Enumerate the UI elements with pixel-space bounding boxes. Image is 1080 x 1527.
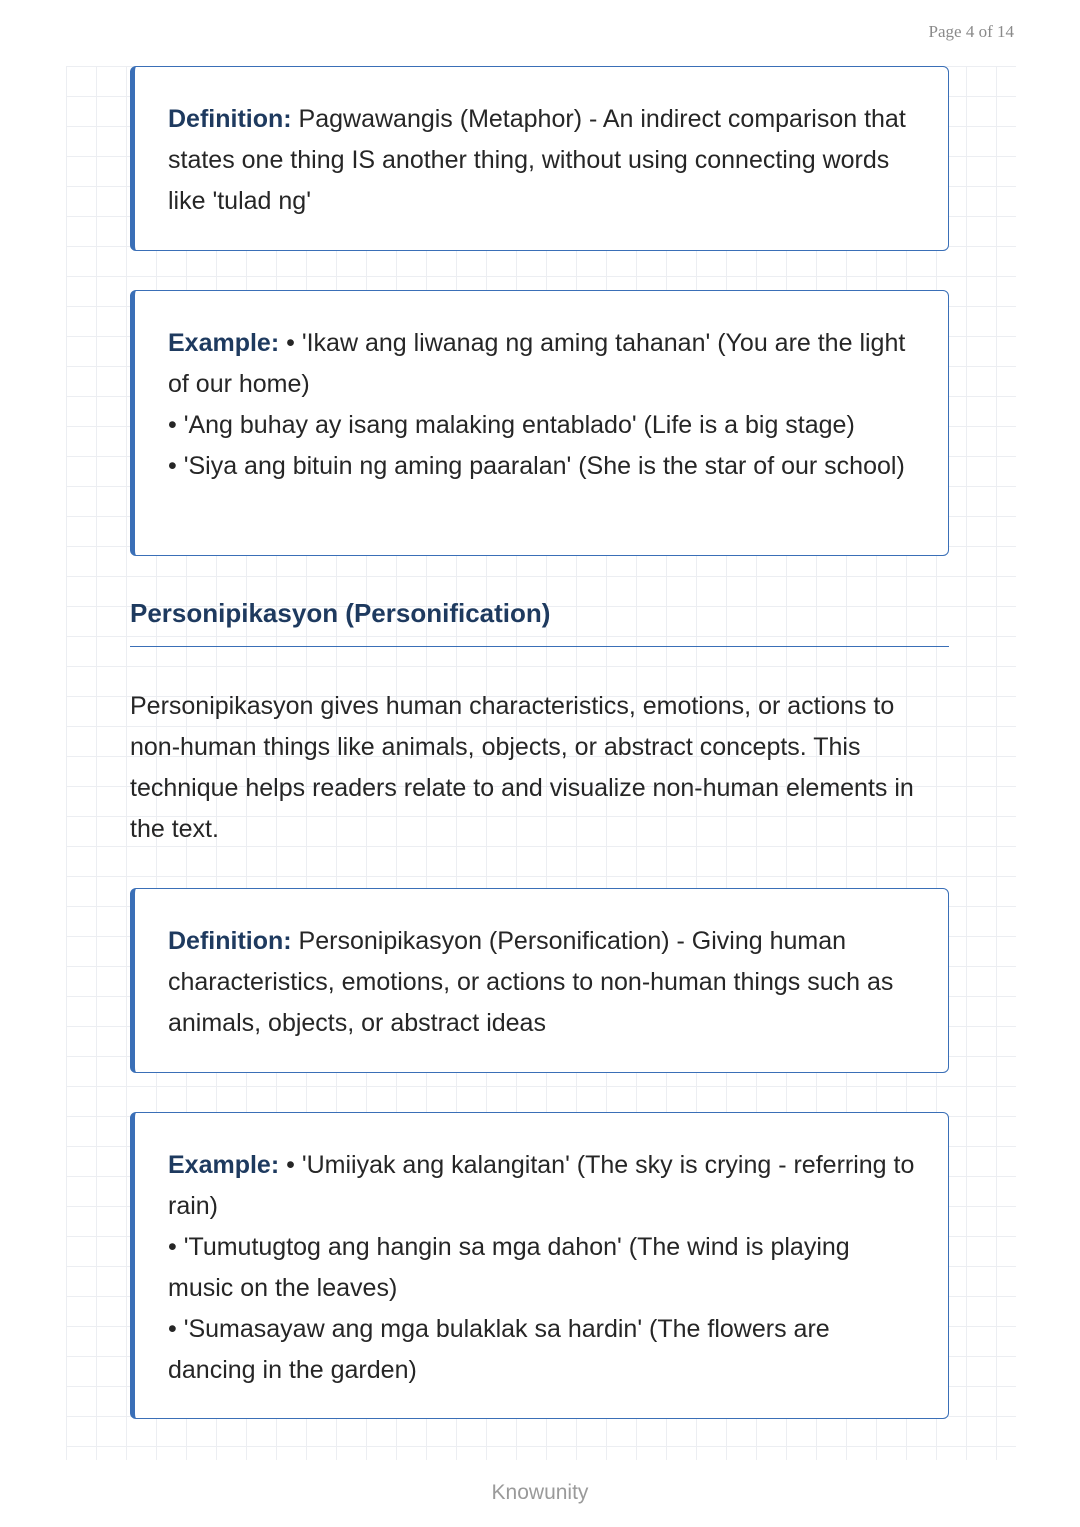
metaphor-definition-box: [130, 66, 949, 251]
definition-label: Definition:: [168, 105, 292, 133]
personification-example-box: [130, 1112, 949, 1419]
example-item: • 'Siya ang bituin ng aming paaralan' (She is the star of our school): [168, 452, 905, 480]
page-content: [130, 66, 950, 1419]
example-label: Example:: [168, 329, 280, 357]
example-item: • 'Tumutugtog ang hangin sa mga dahon' (The wind is playing music on the leaves): [168, 1233, 850, 1302]
personification-definition-box: [130, 888, 949, 1073]
example-item: • 'Sumasayaw ang mga bulaklak sa hardin' (The flowers are dancing in the garden): [168, 1315, 830, 1384]
page-number: Page 4 of 14: [928, 22, 1014, 41]
footer-brand: Knowunity: [491, 1481, 589, 1504]
example-item: • 'Umiiyak ang kalangitan' (The sky is crying - referring to rain): [168, 1151, 915, 1220]
example-item: • 'Ang buhay ay isang malaking entablado' (Life is a big stage): [168, 411, 855, 439]
definition-text: Personipikasyon (Personification) - Giving human characteristics, emotions, or actions to non-human things such as animals, objects, or abstract ideas: [168, 927, 894, 1037]
example-label: Example:: [168, 1151, 280, 1179]
metaphor-example-box: [130, 290, 949, 556]
definition-text: Pagwawangis (Metaphor) - An indirect comparison that states one thing IS another thing, without using connecting words like 'tulad ng': [168, 105, 906, 215]
definition-label: Definition:: [168, 927, 292, 955]
example-item: • 'Ikaw ang liwanag ng aming tahanan' (You are the light of our home): [168, 329, 906, 398]
section-heading: Personipikasyon (Personification): [130, 598, 551, 628]
section-paragraph: Personipikasyon gives human characteristics, emotions, or actions to non-human things like animals, objects, or abstract concepts. This technique helps readers relate to and visualize non-human elements in the text.: [130, 692, 914, 843]
